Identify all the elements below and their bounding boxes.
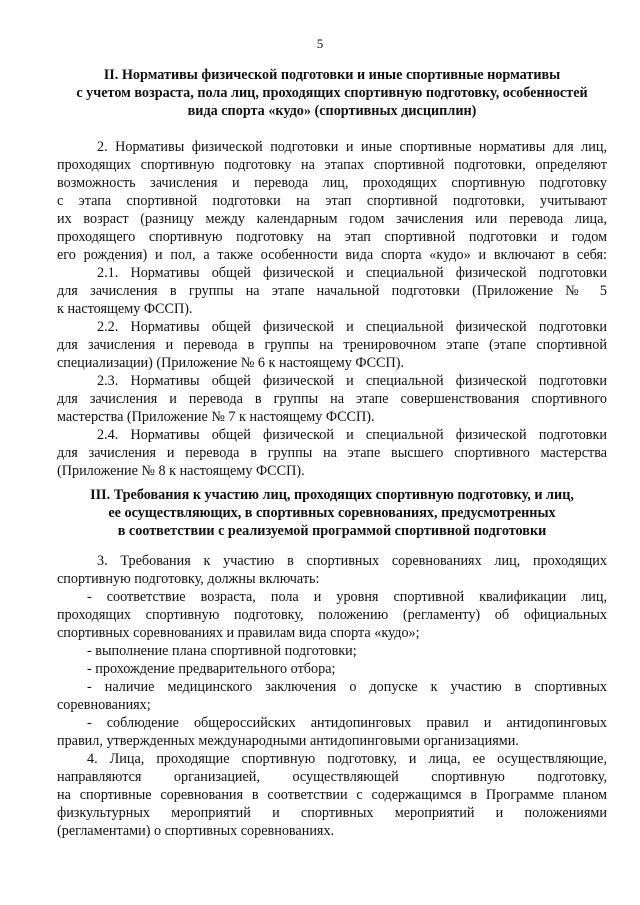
paragraph-4 — [57, 750, 607, 840]
text-line: 2. Нормативы физической подготовки и иные спортивные нормативы для лиц, — [97, 139, 607, 155]
text-line: проходящего спортивную подготовку на этап спортивной подготовки и годом — [57, 229, 607, 245]
text-line: - выполнение плана спортивной подготовки; — [87, 643, 357, 659]
text-line: для зачисления и перевода в группы на тренировочном этапе (этапе спортивной — [57, 337, 607, 353]
paragraph-2 — [57, 138, 607, 264]
text-line: их возраст (разницу между календарным годом зачисления или перевода лица, — [57, 211, 607, 227]
text-line: спортивных соревнованиях и правилам вида спорта «кудо»; — [57, 625, 420, 641]
text-line: с этапа спортивной подготовки на этап спортивной подготовки, учитывают — [57, 193, 607, 209]
text-line: 4. Лица, проходящие спортивную подготовку, и лица, ее осуществляющие, — [87, 751, 607, 767]
text-line: для зачисления и перевода в группы на этапе совершенствования спортивного — [57, 391, 607, 407]
text-line: 2.1. Нормативы общей физической и специальной физической подготовки — [97, 265, 607, 281]
section-2-heading — [56, 66, 608, 120]
text-line: 2.4. Нормативы общей физической и специальной физической подготовки — [97, 427, 607, 443]
text-line: физкультурных мероприятий и спортивных мероприятий и положениями — [57, 805, 607, 821]
heading-line: в соответствии с реализуемой программой спортивной подготовки — [117, 523, 547, 539]
heading-line: III. Требования к участию лиц, проходящих спортивную подготовку, и лиц, — [90, 487, 574, 503]
text-line: мастерства (Приложение № 7 к настоящему ФССП). — [57, 409, 375, 425]
text-line: к настоящему ФССП). — [57, 301, 193, 317]
requirement-item — [57, 642, 607, 660]
paragraph-2-3 — [57, 372, 607, 426]
paragraph-2-1 — [57, 264, 607, 318]
text-line: спортивную подготовку, должны включать: — [57, 571, 320, 587]
text-line: - соблюдение общероссийских антидопинговых правил и антидопинговых — [87, 715, 607, 731]
text-line: (Приложение № 8 к настоящему ФССП). — [57, 463, 305, 479]
text-line: 2.2. Нормативы общей физической и специальной физической подготовки — [97, 319, 607, 335]
text-line: - соответствие возраста, пола и уровня спортивной квалификации лиц, — [87, 589, 607, 605]
requirement-item — [57, 714, 607, 750]
text-line: для зачисления и перевода в группы на этапе высшего спортивного мастерства — [57, 445, 607, 461]
text-line: на спортивные соревнования в соответствии с содержащимся в Программе планом — [57, 787, 607, 803]
text-line: направляются организацией, осуществляющей спортивную подготовку, — [57, 769, 607, 785]
text-line: правил, утвержденных международными антидопинговыми организациями. — [57, 733, 519, 749]
text-line: 2.3. Нормативы общей физической и специальной физической подготовки — [97, 373, 607, 389]
requirement-item — [57, 678, 607, 714]
text-line: соревнованиях; — [57, 697, 151, 713]
text-line: специализации) (Приложение № 6 к настоящему ФССП). — [57, 355, 405, 371]
text-line: его рождения) и пол, а также особенности вида спорта «кудо» и включают в себя: — [57, 247, 607, 263]
heading-line: с учетом возраста, пола лиц, проходящих спортивную подготовку, особенностей — [76, 85, 588, 101]
section-3-heading — [56, 486, 608, 540]
text-line: для зачисления в группы на этапе начальной подготовки (Приложение № 5 — [57, 283, 607, 299]
page-number: 5 — [316, 36, 324, 51]
heading-line: II. Нормативы физической подготовки и иные спортивные нормативы — [103, 67, 561, 83]
requirement-item — [57, 660, 607, 678]
text-line: (регламентами) о спортивных соревнованиях. — [57, 823, 335, 839]
text-line: проходящих спортивную подготовку на этапах спортивной подготовки, определяют — [57, 157, 607, 173]
text-line: возможность зачисления и перевода лиц, проходящих спортивную подготовку — [57, 175, 607, 191]
heading-line: вида спорта «кудо» (спортивных дисциплин) — [187, 103, 477, 119]
paragraph-3 — [57, 552, 607, 588]
text-line: проходящих спортивную подготовку, положению (регламенту) об официальных — [57, 607, 607, 623]
requirement-item — [57, 588, 607, 642]
text-line: 3. Требования к участию в спортивных соревнованиях лиц, проходящих — [97, 553, 607, 569]
paragraph-2-4 — [57, 426, 607, 480]
heading-line: ее осуществляющих, в спортивных соревнованиях, предусмотренных — [108, 505, 556, 521]
text-line: - прохождение предварительного отбора; — [87, 661, 336, 677]
text-line: - наличие медицинского заключения о допуске к участию в спортивных — [87, 679, 607, 695]
paragraph-2-2 — [57, 318, 607, 372]
